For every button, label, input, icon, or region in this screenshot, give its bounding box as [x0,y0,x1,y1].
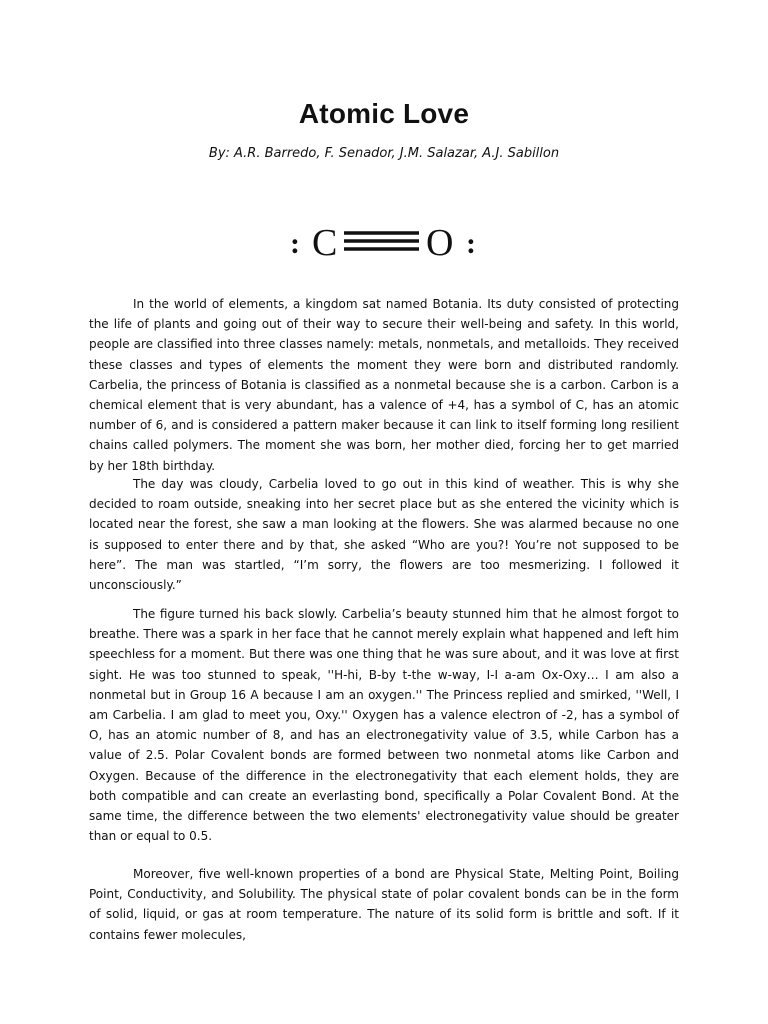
paragraph-3: The figure turned his back slowly. Carbelia’s beauty stunned him that he almost forgot to breathe. There was a spark in her face that he cannot merely explain what happened and left him speechless for a moment. But there was one thing that he was sure about, and it was love at first sight. He was too stunned to speak, ''H-hi, B-by t-the w-way, I-I a-am Ox-Oxy… I am also a nonmetal but in Group 16 A because I am an oxygen.'' The Princess replied and smirked, ''Well, I am Carbelia. I am glad to meet you, Oxy.'' Oxygen has a valence electron of -2, has a symbol of O, has an atomic number of 8, and has an electronegativity value of 3.5, while Carbon has a value of 2.5. Polar Covalent bonds are formed between two nonmetal atoms like Carbon and Oxygen. Because of the difference in the electronegativity that each element holds, they are both compatible and can create an everlasting bond, specifically a Polar Covalent Bond. At the same time, the difference between the two elements' electronegativity value should be greater than or equal to 0.5. [89,607,679,844]
paragraph-4: Moreover, five well-known properties of a bond are Physical State, Melting Point, Boiling Point, Conductivity, and Solubility. The physical state of polar covalent bonds can be in the form of solid, liquid, or gas at room temperature. The nature of its solid form is brittle and soft. If it contains fewer molecules, [89,867,679,942]
carbon-symbol: C [312,222,338,264]
paragraph-1: In the world of elements, a kingdom sat named Botania. Its duty consisted of protecting the life of plants and going out of their way to secure their well-being and safety. In this world, people are classified into three classes namely: metals, nonmetals, and metalloids. They received these classes and types of elements the moment they were born and distributed randomly. Carbelia, the princess of Botania is classified as a nonmetal because she is a carbon. Carbon is a chemical element that is very abundant, has a valence of +4, has a symbol of C, has an atomic number of 6, and is considered a pattern maker because it can link to itself forming long resilient chains called polymers. The moment she was born, her mother died, forcing her to get married by her 18th birthday. [89,297,679,473]
left-lone-pair: : [290,227,300,260]
authors-line: By: A.R. Barredo, F. Senador, J.M. Salazar, A.J. Sabillon [208,146,560,161]
paragraph-2: The day was cloudy, Carbelia loved to go out in this kind of weather. This is why she decided to roam outside, sneaking into her secret place but as she entered the vicinity which is located near the forest, she saw a man looking at the flowers. She was alarmed because no one is supposed to enter there and by that, she asked “Who are you?! You’re not supposed to be here”. The man was startled, “I’m sorry, the flowers are too mesmerizing. I followed it unconsciously.” [89,477,679,593]
carbon-monoxide-lewis-structure [284,220,484,264]
right-lone-pair: : [466,227,476,260]
oxygen-symbol: O [426,222,454,264]
page-title: Atomic Love [298,98,470,129]
